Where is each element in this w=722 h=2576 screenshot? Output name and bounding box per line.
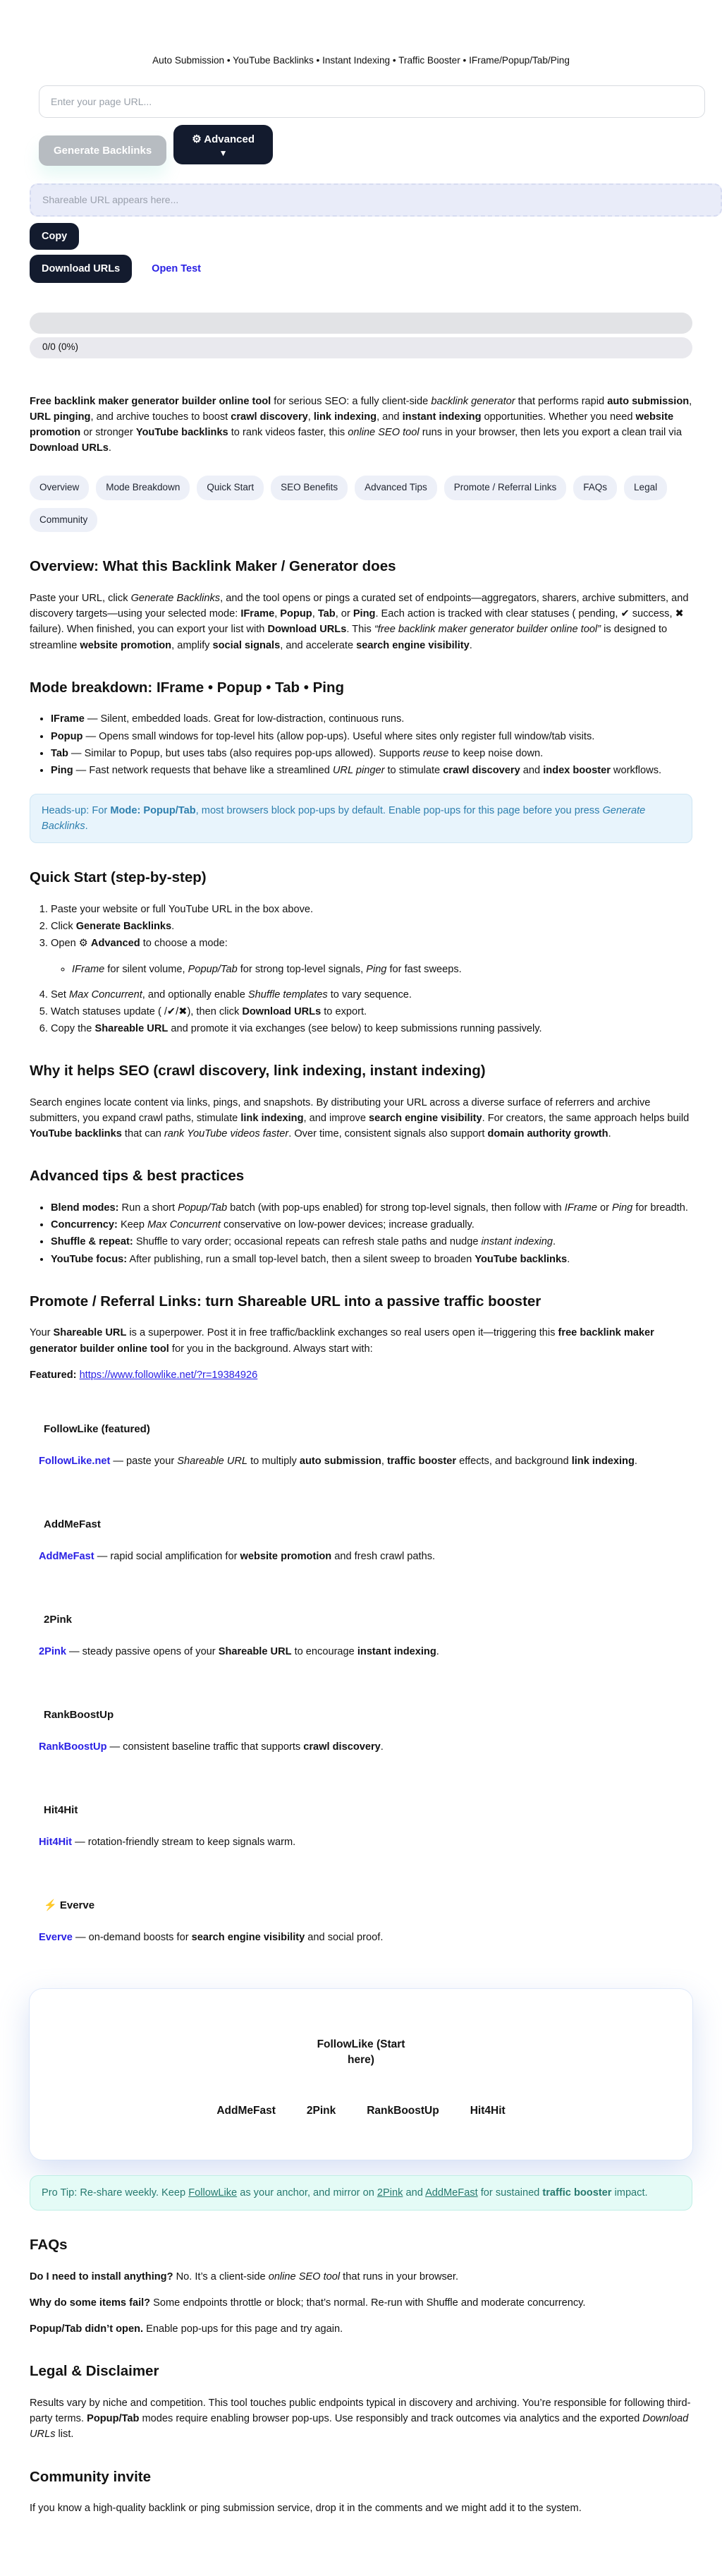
text-segment: Shuffle to vary order; occasional repeats can refresh stale paths and nudge (133, 1236, 482, 1248)
banner-followlike-link[interactable]: FollowLike (Start here) (317, 2038, 405, 2067)
text-segment: Shuffle templates (247, 988, 328, 1000)
text-segment: effects, and background (456, 1455, 572, 1467)
text-segment: for serious SEO: a fully client-side (271, 395, 432, 407)
text-segment: . Each action is tracked with clear statuses ( pending, ✔ success, ✖ failure). When finished, you can export your list with (30, 608, 684, 636)
tip-item (51, 1234, 692, 1250)
text-segment: Enable pop-ups for this page and try again. (143, 2323, 343, 2335)
text-segment: conservative on low-power devices; increase gradually. (220, 1219, 475, 1231)
text-segment: and promote it via exchanges (see below) to keep submissions running passively. (168, 1023, 542, 1035)
text-segment: Blend modes: (51, 1202, 119, 1214)
text-segment: crawl discovery (443, 764, 520, 776)
text-segment: Keep (117, 1219, 148, 1231)
inline-link[interactable]: Everve (39, 1931, 73, 1943)
referral-card-title: RankBoostUp (44, 1708, 114, 1721)
text-segment: to keep noise down. (448, 747, 544, 759)
open-test-link[interactable]: Open Test (152, 262, 201, 274)
text-segment: that performs rapid (515, 395, 608, 407)
quickstart-steps (30, 902, 692, 1036)
text-segment: Your (30, 1327, 54, 1339)
text-segment: . Over time, consistent signals also support (288, 1128, 488, 1140)
seo-benefits-paragraph (30, 1095, 692, 1142)
text-segment: Some endpoints throttle or block; that’s normal. Re-run with Shuffle and moderate concurrency. (150, 2297, 586, 2309)
featured-link-line (30, 1367, 692, 1383)
referral-card-title: AddMeFast (44, 1518, 101, 1530)
text-segment: or stronger (80, 427, 136, 438)
text-segment: crawl discovery (231, 411, 308, 423)
text-segment: for breadth. (632, 1202, 688, 1214)
text-segment: , most browsers block pop-ups by default. Enable pop-ups for this page before you press (195, 805, 603, 817)
text-segment: , (689, 395, 692, 407)
text-segment: to multiply (247, 1455, 300, 1467)
text-segment: IFrame (72, 963, 105, 975)
nav-pill[interactable]: Promote / Referral Links (444, 476, 567, 500)
banner-link[interactable]: AddMeFast (216, 2104, 276, 2117)
text-segment: , and (377, 411, 403, 423)
text-segment: Featured: (30, 1369, 77, 1381)
text-segment: as your anchor, and mirror on (237, 2187, 377, 2199)
text-segment: Click (51, 921, 76, 933)
progress-label: 0/0 (0%) (42, 341, 79, 353)
text-segment: , (307, 411, 314, 423)
text-segment: Pro Tip: Re-share weekly. Keep (42, 2187, 189, 2199)
community-heading: Community invite (30, 2468, 151, 2485)
text-segment: Shareable URL (218, 1645, 292, 1657)
text-segment: to export. (321, 1005, 367, 1017)
text-segment: backlink generator (431, 395, 515, 407)
text-segment: link indexing (240, 1113, 304, 1125)
text-segment: auto submission (607, 395, 690, 407)
text-segment: URL pinging (30, 411, 91, 423)
text-segment: website promotion (240, 1550, 332, 1562)
referral-card-desc (39, 1930, 692, 1945)
text-segment: auto submission (299, 1455, 381, 1467)
text-segment: for sustained (477, 2187, 543, 2199)
quickstart-step (51, 987, 692, 1003)
referral-card-rankboostup (30, 1679, 692, 1774)
faqs-heading: FAQs (30, 2237, 68, 2254)
text-segment: instant indexing (357, 1645, 436, 1657)
promote-paragraph (30, 1325, 692, 1356)
text-segment: Advanced (90, 938, 140, 950)
text-segment: . (108, 442, 111, 454)
referral-card-title: Hit4Hit (44, 1803, 78, 1816)
text-segment: Ping (51, 764, 73, 776)
modes-heading: Mode breakdown: IFrame • Popup • Tab • Ping (30, 679, 344, 696)
text-segment: search engine visibility (369, 1113, 482, 1125)
text-segment: Popup/Tab (87, 2413, 140, 2425)
text-segment: that can (121, 1128, 164, 1140)
action-button-row (39, 125, 692, 166)
text-segment: for silent volume, (104, 963, 188, 975)
seo-benefits-heading: Why it helps SEO (crawl discovery, link indexing, instant indexing) (30, 1063, 486, 1080)
text-segment: Popup/Tab didn’t open. (30, 2323, 144, 2335)
text-segment: instant indexing (481, 1236, 553, 1248)
promote-heading: Promote / Referral Links: turn Shareable URL into a passive traffic booster (30, 1293, 542, 1310)
inline-link[interactable]: AddMeFast (425, 2187, 478, 2199)
tips-heading: Advanced tips & best practices (30, 1168, 245, 1185)
legal-heading: Legal & Disclaimer (30, 2363, 159, 2380)
referral-card-2pink (30, 1584, 692, 1679)
gear-icon-label: ⚙ Advanced (192, 133, 255, 145)
section-nav (30, 476, 692, 532)
headsup-callout (30, 794, 692, 843)
referral-card-desc (39, 1834, 692, 1850)
referral-card-title: ⚡ Everve (44, 1899, 95, 1911)
referral-card-followlike (30, 1393, 692, 1489)
inline-link[interactable]: 2Pink (377, 2187, 403, 2199)
text-segment: modes require enabling browser pop-ups. Use responsibly and track outcomes via analytics and the exported (139, 2413, 643, 2425)
text-segment: Tab (317, 608, 336, 620)
text-segment: — Silent, embedded loads. Great for low-distraction, continuous runs. (84, 713, 405, 725)
text-segment: and fresh crawl paths. (331, 1550, 436, 1562)
text-segment: Popup (280, 608, 312, 620)
nav-pill[interactable]: Quick Start (197, 476, 264, 500)
referral-card-addmefast (30, 1489, 692, 1584)
inline-link[interactable]: RankBoostUp (39, 1741, 107, 1753)
nav-pill[interactable]: FAQs (573, 476, 617, 500)
chevron-down-icon: ▼ (219, 147, 228, 158)
text-segment: — on-demand boosts for (72, 1931, 192, 1943)
text-segment: Shareable URL (53, 1327, 127, 1339)
mode-item-tab (51, 746, 692, 761)
referral-card-hit4hit (30, 1774, 692, 1870)
text-segment: is a superpower. Post it in free traffic/backlink exchanges so real users open it—triggering this (126, 1327, 558, 1339)
text-segment: Do I need to install anything? (30, 2270, 173, 2282)
text-segment: Max Concurrent (68, 988, 142, 1000)
tip-item (51, 1200, 692, 1216)
text-segment: to vary sequence. (327, 988, 412, 1000)
text-segment: Mode: Popup/Tab (110, 805, 196, 817)
text-segment: Set (51, 988, 69, 1000)
mode-item-popup (51, 729, 692, 744)
text-segment: or (596, 1202, 613, 1214)
text-segment: rank YouTube videos faster (164, 1128, 289, 1140)
text-segment: Popup/Tab (178, 1202, 228, 1214)
text-segment: crawl discovery (303, 1741, 381, 1753)
text-segment: for fast sweeps. (386, 963, 462, 975)
generate-backlinks-button[interactable]: Generate Backlinks (39, 135, 166, 166)
banner-link[interactable]: RankBoostUp (367, 2104, 439, 2117)
protip-callout (30, 2175, 692, 2211)
banner-link[interactable]: Hit4Hit (470, 2104, 506, 2117)
mode-item-ping (51, 763, 692, 778)
text-segment: Watch statuses update ( /✔/✖), then click (51, 1005, 243, 1017)
text-segment: , and the tool opens or pings a curated set of endpoints—aggregators, sharers, archive submitters, and discovery targets—using your selected mode: (30, 593, 689, 620)
nav-pill[interactable]: Community (30, 508, 97, 533)
text-segment: — consistent baseline traffic that supports (106, 1741, 304, 1753)
text-segment: Popup (51, 730, 83, 742)
text-segment: Why do some items fail? (30, 2297, 151, 2309)
text-segment: Popup/Tab (188, 963, 238, 975)
text-segment: link indexing (313, 411, 377, 423)
progress-status (30, 337, 692, 358)
nav-pill[interactable]: Overview (30, 476, 89, 500)
text-segment: No. It’s a client-side (173, 2270, 269, 2282)
text-segment: Max Concurrent (147, 1219, 221, 1231)
text-segment: traffic booster (386, 1455, 457, 1467)
tips-list (30, 1200, 692, 1267)
text-segment: runs in your browser, then lets you export a clean trail via (419, 427, 682, 438)
text-segment: Ping (353, 608, 376, 620)
feature-tagline: Auto Submission • YouTube Backlinks • Instant Indexing • Traffic Booster • IFrame/Popup/Tab/Ping (152, 55, 570, 66)
text-segment: , (312, 608, 318, 620)
text-segment: Ping (366, 963, 387, 975)
text-segment: search engine visibility (356, 639, 470, 651)
text-segment: reuse (422, 747, 449, 759)
text-segment: for strong top-level signals, (237, 963, 367, 975)
text-segment: Download URLs (267, 624, 347, 636)
inline-link[interactable]: FollowLike (188, 2187, 238, 2199)
text-segment: — Opens small windows for top-level hits (allow pop-ups). Useful where sites only register full window/tab visits. (82, 730, 595, 742)
inline-link[interactable]: FollowLike.net (39, 1455, 111, 1467)
shareable-url-output[interactable] (30, 183, 722, 217)
text-segment: , and optionally enable (142, 988, 248, 1000)
text-segment: index booster (543, 764, 611, 776)
text-segment: social signals (212, 639, 281, 651)
text-segment: . (171, 921, 175, 933)
text-segment: , amplify (171, 639, 213, 651)
text-segment: workflows. (610, 764, 662, 776)
text-segment: Download URLs (30, 442, 109, 454)
text-segment: list. (55, 2429, 74, 2441)
download-urls-button[interactable]: Download URLs (30, 255, 132, 283)
text-segment: Generate Backlinks (130, 593, 221, 605)
quickstart-step (51, 919, 692, 934)
text-segment: Tab (51, 747, 68, 759)
tip-item (51, 1217, 692, 1233)
text-segment: instant indexing (402, 411, 482, 423)
text-segment: Generate Backlinks (75, 921, 172, 933)
inline-link[interactable]: https://www.followlike.net/?r=19384926 (79, 1369, 258, 1381)
intro-paragraph (30, 394, 692, 456)
text-segment: — Fast network requests that behave like a streamlined (73, 764, 333, 776)
text-segment: . (634, 1455, 637, 1467)
text-segment: Heads-up: For (42, 805, 111, 817)
text-segment: domain authority growth (487, 1128, 608, 1140)
text-segment: to rank videos faster, this (228, 427, 348, 438)
text-segment: Paste your URL, click (30, 593, 131, 605)
text-segment: , and improve (303, 1113, 369, 1125)
text-segment: . (436, 1645, 439, 1657)
text-segment: Download URLs (30, 2413, 689, 2441)
text-segment: Shuffle & repeat: (51, 1236, 133, 1248)
text-segment: that runs in your browser. (340, 2270, 459, 2282)
inline-link[interactable]: 2Pink (39, 1645, 66, 1657)
text-segment: online SEO tool (268, 2270, 341, 2282)
inline-link[interactable]: Hit4Hit (39, 1836, 73, 1848)
quickstart-step (51, 1021, 692, 1036)
text-segment: link indexing (571, 1455, 635, 1467)
exchange-banner-card (30, 1989, 692, 2160)
advanced-toggle-button[interactable] (173, 125, 273, 164)
quickstart-step-text (51, 938, 228, 949)
text-segment: “free backlink maker generator builder online tool” (374, 624, 601, 636)
quickstart-step (51, 1004, 692, 1020)
text-segment: — rapid social amplification for (94, 1550, 240, 1562)
legal-paragraph (30, 2395, 692, 2443)
nav-pill[interactable]: SEO Benefits (271, 476, 348, 500)
text-segment: traffic booster (542, 2187, 612, 2199)
text-segment: and (403, 2187, 426, 2199)
text-segment: Free backlink maker generator builder online tool (30, 395, 271, 407)
text-segment: Open ⚙ (51, 938, 91, 950)
overview-heading: Overview: What this Backlink Maker / Generator does (30, 558, 396, 575)
nav-pill[interactable]: Mode Breakdown (96, 476, 190, 500)
text-segment: IFrame (240, 608, 275, 620)
referral-card-everve (30, 1870, 692, 1965)
text-segment: Search engines locate content via links, pings, and snapshots. By distributing your URL across a diverse surface of referrers and archive submitters, you expand crawl paths, stimulate (30, 1096, 651, 1125)
text-segment: Shareable URL (94, 1023, 169, 1035)
text-segment: to stimulate (384, 764, 443, 776)
text-segment: . For creators, the same approach helps build (482, 1113, 690, 1125)
text-segment: , (381, 1455, 387, 1467)
text-segment: YouTube focus: (51, 1253, 128, 1265)
text-segment: — Similar to Popup, but uses tabs (also requires pop-ups allowed). Supports (68, 747, 423, 759)
text-segment: . (85, 821, 88, 833)
page-url-input[interactable] (39, 85, 705, 118)
quickstart-substeps (51, 962, 692, 977)
referral-card-desc (39, 1644, 692, 1659)
text-segment: . (567, 1253, 570, 1265)
text-segment: — rotation-friendly stream to keep signals warm. (72, 1836, 296, 1848)
text-segment: YouTube backlinks (135, 427, 228, 438)
text-segment: Generate Backlinks (42, 805, 646, 833)
text-segment: free backlink maker generator builder online tool (30, 1327, 654, 1355)
text-segment: , and accelerate (280, 639, 357, 651)
nav-pill[interactable]: Legal (624, 476, 667, 500)
text-segment: website promotion (30, 411, 674, 438)
text-segment: . (469, 639, 472, 651)
faq-item (30, 2295, 692, 2311)
page (0, 54, 722, 2576)
text-segment: and (520, 764, 544, 776)
referral-card-title: 2Pink (44, 1613, 73, 1626)
text-segment: URL pinger (332, 764, 385, 776)
referral-card-desc (39, 1453, 692, 1469)
quickstart-step (51, 902, 692, 917)
text-segment: . (380, 1741, 384, 1753)
tip-item (51, 1252, 692, 1267)
text-segment: — steady passive opens of your (66, 1645, 219, 1657)
text-segment: to choose a mode: (140, 938, 228, 950)
banner-links-row (44, 2103, 678, 2120)
text-segment: Download URLs (242, 1005, 322, 1017)
overview-paragraph (30, 591, 692, 653)
referral-card-desc (39, 1549, 692, 1564)
text-segment: and social proof. (305, 1931, 384, 1943)
text-segment: YouTube backlinks (475, 1253, 568, 1265)
text-segment: IFrame (51, 713, 85, 725)
text-segment: is designed to streamline (30, 624, 668, 651)
banner-link[interactable]: 2Pink (306, 2104, 336, 2117)
text-segment: online SEO tool (348, 427, 420, 438)
nav-pill[interactable]: Advanced Tips (355, 476, 437, 500)
text-segment: website promotion (80, 639, 172, 651)
community-paragraph: If you know a high-quality backlink or ping submission service, drop it in the comments and we might add it to the system. (30, 2503, 582, 2515)
text-segment: impact. (611, 2187, 648, 2199)
faq-item (30, 2321, 692, 2337)
text-segment: Concurrency: (51, 1219, 118, 1231)
quickstart-substep (72, 962, 692, 977)
text-segment: . (608, 1128, 611, 1140)
text-segment: — paste your (110, 1455, 178, 1467)
text-segment: Results vary by niche and competition. This tool touches public endpoints typical in discovery and archiving. You’re responsible for following third-party terms. (30, 2397, 691, 2425)
mode-item-iframe (51, 711, 692, 727)
text-segment: YouTube backlinks (30, 1128, 122, 1140)
progress-bar (30, 313, 692, 334)
text-segment: Shareable URL (177, 1455, 248, 1467)
modes-list (30, 711, 692, 778)
text-segment: Ping (612, 1202, 633, 1214)
text-segment: Paste your website or full YouTube URL in the box above. (51, 904, 314, 916)
text-segment: search engine visibility (191, 1931, 305, 1943)
faq-item (30, 2269, 692, 2285)
text-segment: After publishing, run a small top-level batch, then a silent sweep to broaden (127, 1253, 475, 1265)
text-segment: . (552, 1236, 556, 1248)
text-segment: , (274, 608, 281, 620)
referral-card-title: FollowLike (featured) (44, 1422, 150, 1435)
copy-button[interactable]: Copy (30, 223, 79, 250)
text-segment: . This (346, 624, 374, 636)
referral-card-desc (39, 1739, 692, 1755)
quickstart-heading: Quick Start (step-by-step) (30, 869, 207, 886)
text-segment: for you in the background. Always start with: (169, 1343, 373, 1355)
download-row (30, 255, 692, 283)
text-segment: Run a short (118, 1202, 178, 1214)
text-segment: opportunities. Whether you need (481, 411, 636, 423)
text-segment: to encourage (291, 1645, 357, 1657)
inline-link[interactable]: AddMeFast (39, 1550, 94, 1562)
text-segment: Copy the (51, 1023, 95, 1035)
text-segment: IFrame (564, 1202, 597, 1214)
text-segment: batch (with pop-ups enabled) for strong top-level signals, then follow with (227, 1202, 565, 1214)
quickstart-step (51, 936, 692, 976)
seo-article (30, 394, 692, 2517)
text-segment: , or (335, 608, 353, 620)
text-segment: , and archive touches to boost (90, 411, 231, 423)
